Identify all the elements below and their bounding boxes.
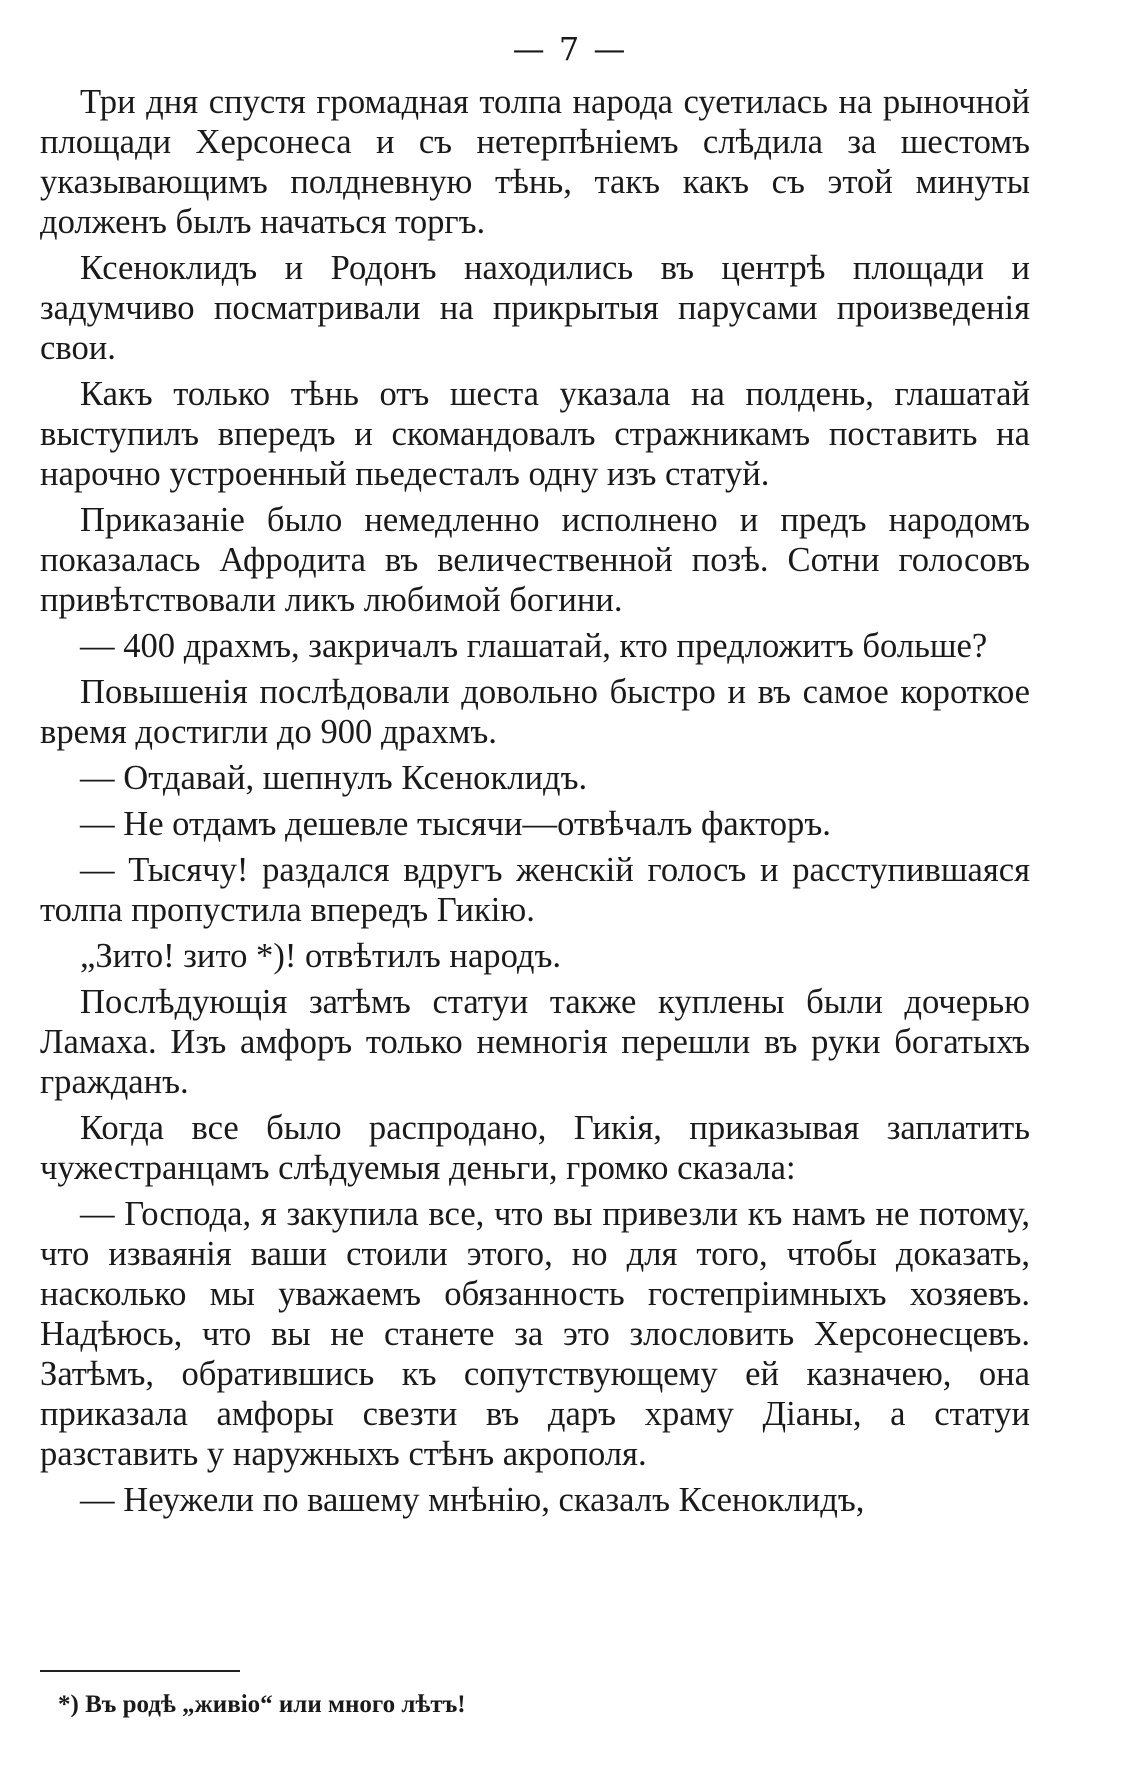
page-number: — 7 —: [512, 30, 628, 68]
footnote-divider: [40, 1670, 240, 1672]
paragraph: Приказаніе было немедленно исполнено и предъ народомъ показалась Афродита въ величественной позѣ. Сотни голосовъ привѣтствовали ликъ любимой богини.: [40, 501, 1030, 619]
footnote: *) Въ родѣ „живіо“ или много лѣтъ!: [58, 1691, 466, 1718]
paragraph: Повышенія послѣдовали довольно быстро и въ самое короткое время достигли до 900 драхмъ.: [40, 673, 1030, 751]
paragraph: Ксеноклидъ и Родонъ находились въ центрѣ площади и задумчиво посматривали на прикрытыя парусами произведенія свои.: [40, 249, 1030, 367]
dialogue-line: — 400 драхмъ, закричалъ глашатай, кто предложитъ больше?: [80, 627, 988, 665]
paragraph: Какъ только тѣнь отъ шеста указала на полдень, глашатай выступилъ впередъ и скомандовалъ стражникамъ поставить на нарочно устроенный пьедесталъ одну изъ статуй.: [40, 375, 1030, 493]
dialogue-line: — Отдавай, шепнулъ Ксеноклидъ.: [80, 759, 588, 797]
dialogue-line: — Господа, я закупила все, что вы привезли къ намъ не потому, что изваянія ваши стоили этого, но для того, чтобы доказать, насколько мы уважаемъ обязанность гостепріимныхъ хозяевъ. Надѣюсь, что вы не станете за это злословить Херсонесцевъ. Затѣмъ, обратившись къ сопутствующему ей казначею, она приказала амфоры свезти въ даръ храму Діаны, а статуи разставить у наружныхъ стѣнъ акрополя.: [40, 1195, 1030, 1473]
body-text: [40, 82, 1030, 1520]
paragraph: Когда все было распродано, Гикія, приказывая заплатить чужестранцамъ слѣдуемыя деньги, громко сказала:: [40, 1109, 1030, 1187]
dialogue-line: — Не отдамъ дешевле тысячи—отвѣчалъ факторъ.: [80, 805, 831, 843]
dialogue-line: — Неужели по вашему мнѣнію, сказалъ Ксеноклидъ,: [80, 1481, 865, 1519]
paragraph: Три дня спустя громадная толпа народа суетилась на рыночной площади Херсонеса и съ нетерпѣніемъ слѣдила за шестомъ указывающимъ полдневную тѣнь, такъ какъ съ этой минуты долженъ былъ начаться торгъ.: [40, 83, 1030, 241]
dialogue-line: — Тысячу! раздался вдругъ женскій голосъ и расступившаяся толпа пропустила впередъ Гикію.: [40, 851, 1030, 929]
paragraph: „Зито! зито *)! отвѣтилъ народъ.: [80, 937, 561, 975]
paragraph: Послѣдующія затѣмъ статуи также куплены были дочерью Ламаха. Изъ амфоръ только немногія перешли въ руки богатыхъ гражданъ.: [40, 983, 1030, 1101]
